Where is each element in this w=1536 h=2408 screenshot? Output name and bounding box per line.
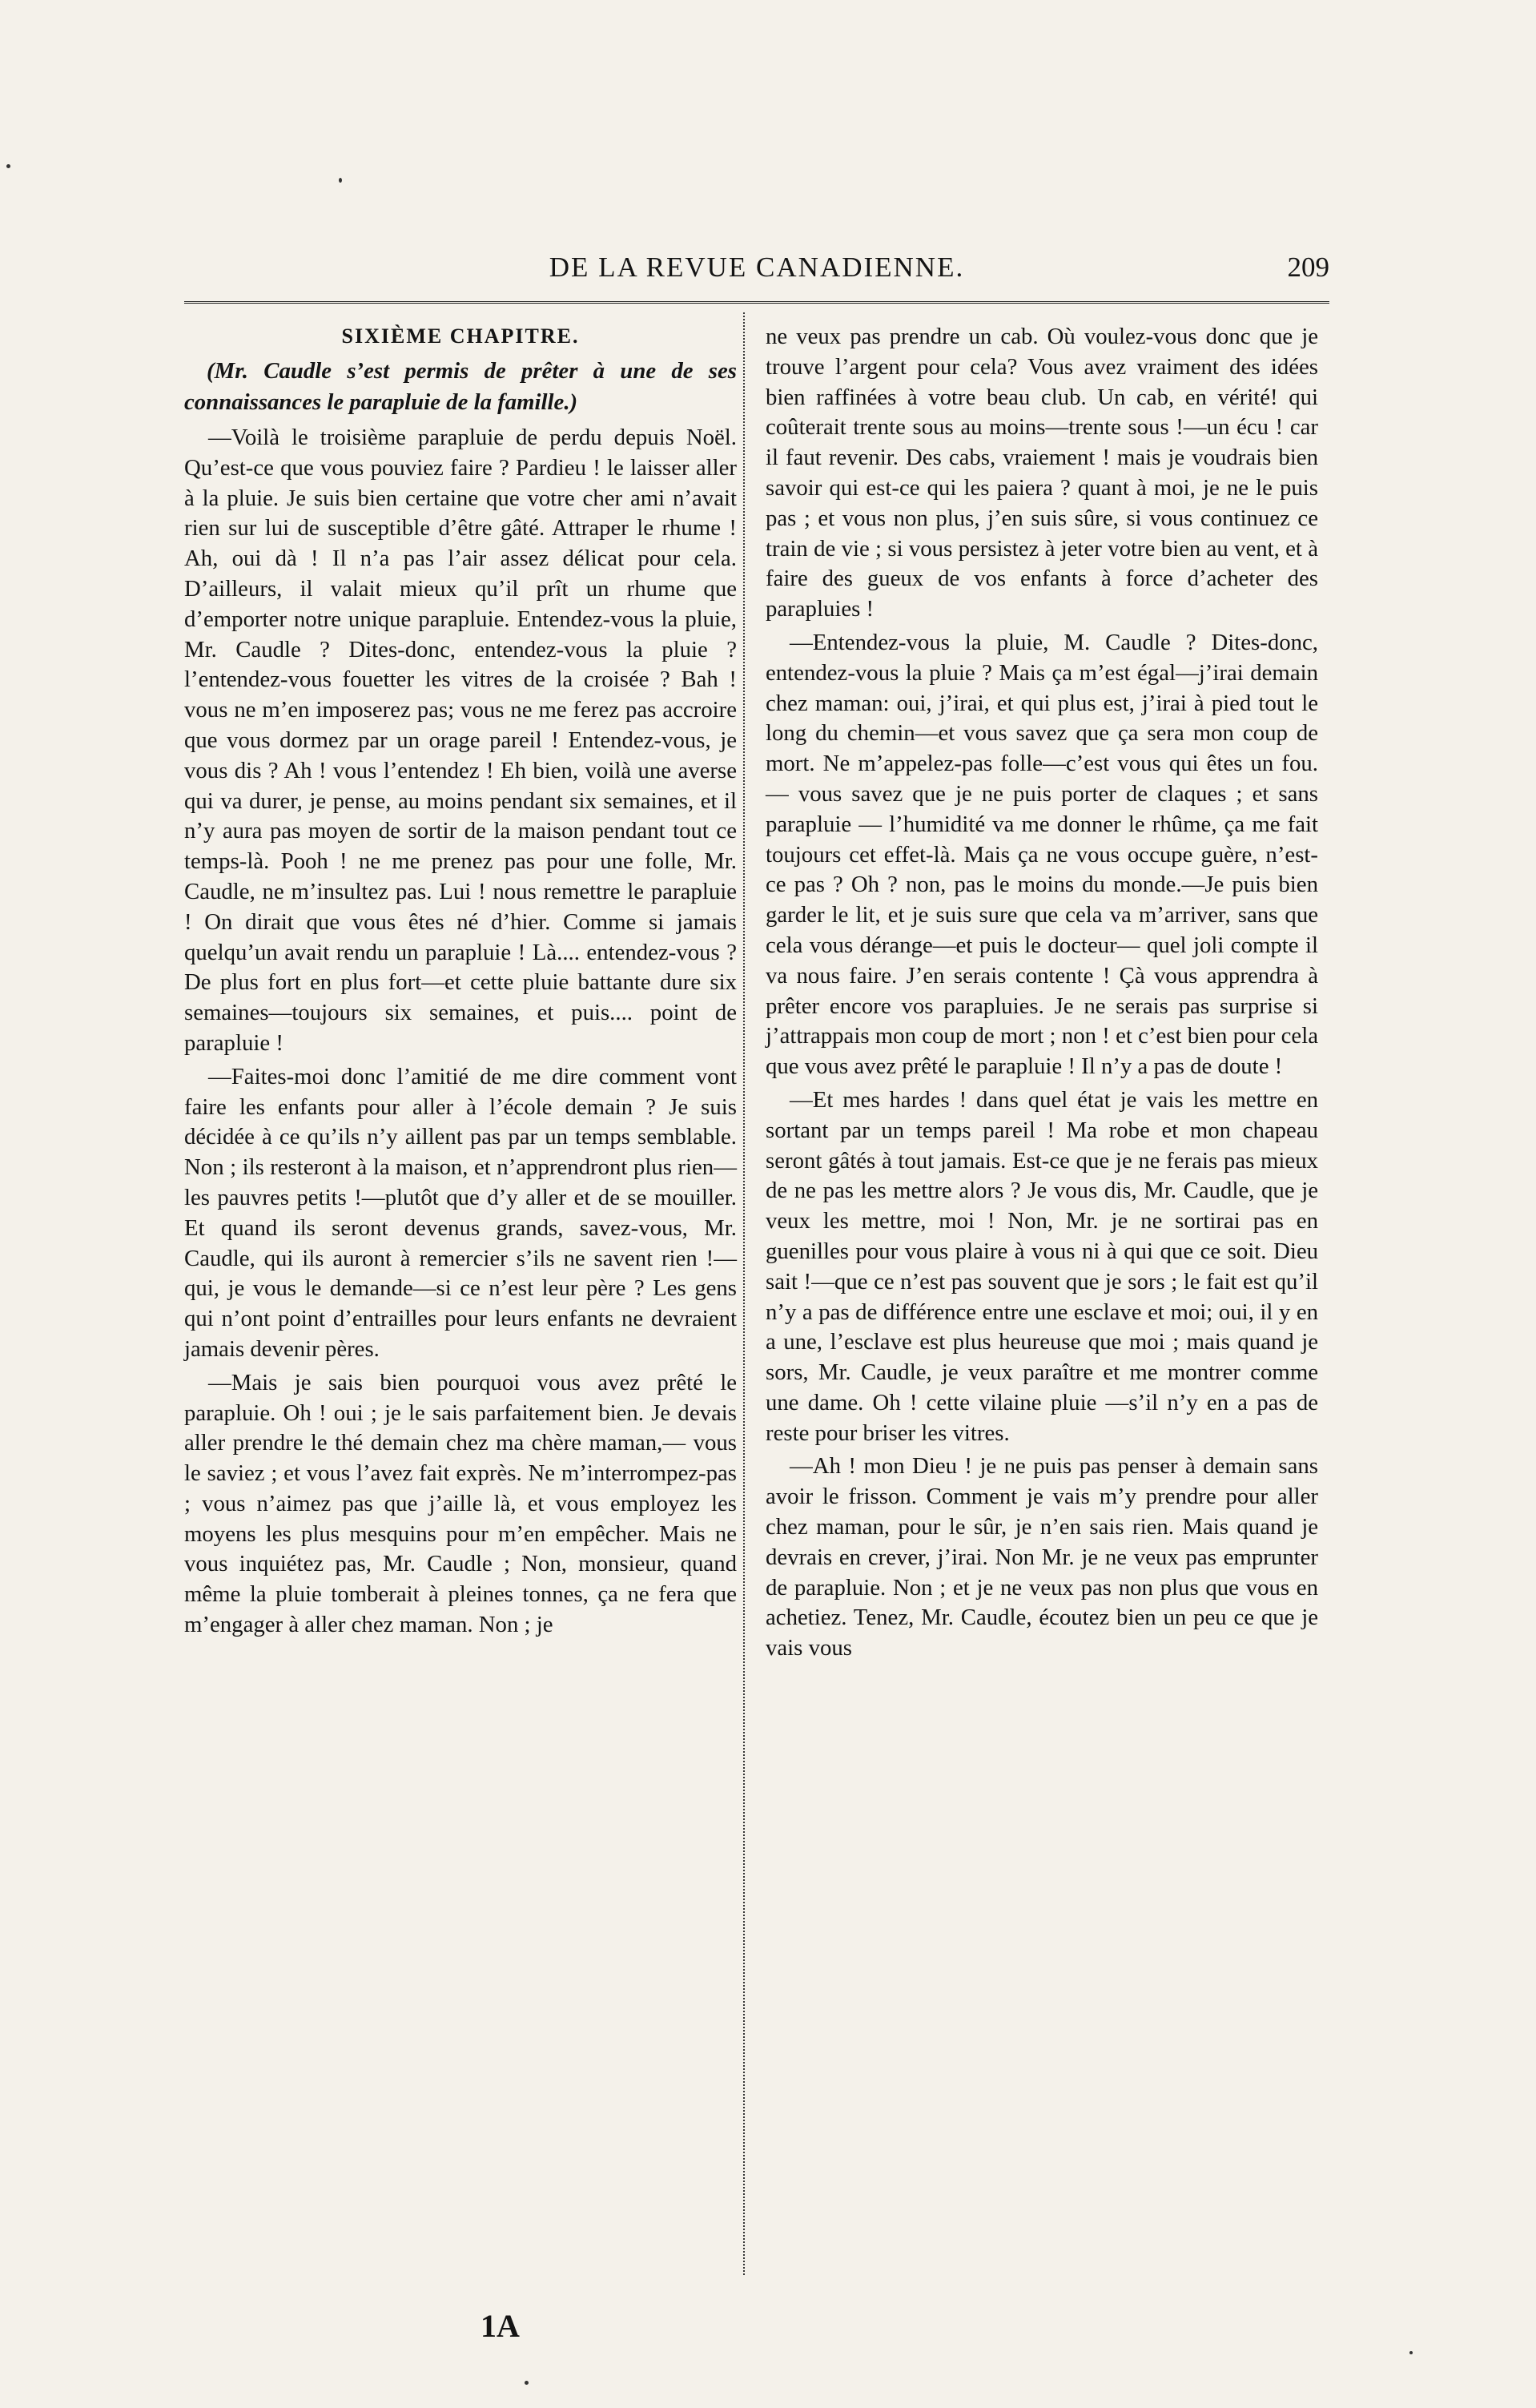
column-divider bbox=[743, 312, 745, 2275]
paragraph: —Faites-moi donc l’amitié de me dire comment vont faire les enfants pour aller à l’école demain ? Je suis décidée à ce qu’ils n’y aillent pas par un temps semblable. Non ; ils resteront à la maison, et n’apprendront plus rien—les pauvres petits !—plutôt que d’y aller et de se mouiller. Et quand ils seront devenus grands, savez-vous, Mr. Caudle, qui ils auront à remercier s’ils ne savent rien !— qui, je vous le demande—si ce n’est leur père ? Les gens qui n’ont point d’entrailles pour leurs enfants ne devraient jamais devenir pères. bbox=[184, 1063, 737, 1362]
paragraph-continuation: ne veux pas prendre un cab. Où voulez-vous donc que je trouve l’argent pour cela? Vous avez vraiment des idées bien raffinées à votre beau club. Un cab, en vérité! qui coûterait trente sous au moins—trente sous !—un écu ! car il faut revenir. Des cabs, vraiement ! mais je voudrais bien savoir qui est-ce qui les paiera ? quant à moi, je ne le puis pas ; et vous non plus, j’en suis sûre, si vous continuez ce train de vie ; si vous persistez à jeter votre bien au vent, et à faire des gueux de vos enfants à force d’acheter des parapluies ! bbox=[766, 324, 1318, 622]
chapter-summary: (Mr. Caudle s’est permis de prêter à une de ses connaissances le parapluie de la famille.) bbox=[184, 358, 737, 415]
paragraph: —Voilà le troisième parapluie de perdu depuis Noël. Qu’est-ce que vous pouviez faire ? Pardieu ! le laisser aller à la pluie. Je suis bien certaine que votre cher ami n’avait rien sur lui de susceptible d’être gâté. Attraper le rhume ! Ah, oui dà ! Il n’a pas l’air assez délicat pour cela. D’ailleurs, il valait mieux qu’il prît un rhume que d’emporter notre unique parapluie. Entendez-vous la pluie, Mr. Caudle ? Dites-donc, entendez-vous la pluie ? l’entendez-vous fouetter les vitres de la croisée ? Bah ! vous ne m’en imposerez pas; vous ne me ferez pas accroire que vous dormez par un orage pareil ! Entendez-vous, je vous dis ? Ah ! vous l’entendez ! Eh bien, voilà une averse qui va durer, je pense, au moins pendant six semaines, et il n’y aura pas moyen de sortir de la maison pendant tout ce temps-là. Pooh ! ne me prenez pas pour une folle, Mr. Caudle, ne m’insultez pas. Lui ! nous remettre le parapluie ! On dirait que vous êtes né d’hier. Comme si jamais quelqu’un avait rendu un parapluie ! Là.... entendez-vous ? De plus fort en plus fort—et cette pluie battante dure six semaines—toujours six semaines, et puis.... point de parapluie ! bbox=[184, 425, 737, 1056]
paragraph: —Et mes hardes ! dans quel état je vais les mettre en sortant par un temps pareil ! Ma robe et mon chapeau seront gâtés à tout jamais. Est-ce que je ne ferais pas mieux de ne pas les mettre alors ? Je vous dis, Mr. Caudle, que je veux les mettre, moi ! Non, Mr. je ne sortirai pas en guenilles pour vous plaire à vous ni à qui que ce soit. Dieu sait !—que ce n’est pas souvent que je sors ; le fait est qu’il n’y a pas de différence entre une esclave et moi; oui, il y en a une, l’esclave est plus heureuse que moi ; mais quand je sors, Mr. Caudle, je veux paraître et me montrer comme une dame. Oh ! cette vilaine pluie —s’il n’y en a pas de reste pour briser les vitres. bbox=[766, 1086, 1318, 1446]
signature-mark: 1A bbox=[481, 2308, 520, 2344]
chapter-title: SIXIÈME CHAPITRE. bbox=[341, 324, 580, 348]
ink-speck bbox=[525, 2381, 529, 2385]
paragraph: —Mais je sais bien pourquoi vous avez prêté le parapluie. Oh ! oui ; je le sais parfaitement bien. Je devais aller prendre le thé demain chez ma chère maman,— vous le saviez ; et vous l’avez fait exprès. Ne m’interrompez-pas ; vous n’aimez pas que j’aille là, et vous employez les moyens les plus mesquins pour m’en empêcher. Mais ne vous inquiétez pas, Mr. Caudle ; Non, monsieur, quand même la pluie tomberait à pleines tonnes, ça ne fera que m’engager à aller chez maman. Non ; je bbox=[184, 1369, 737, 1638]
paragraph: —Ah ! mon Dieu ! je ne puis pas penser à demain sans avoir le frisson. Comment je vais m’y prendre pour aller chez maman, pour le sûr, je n’en sais rien. Mais quand je devrais en crever, j’irai. Non Mr. je ne veux pas emprunter de parapluie. Non ; et je ne veux pas non plus que vous en achetiez. Tenez, Mr. Caudle, écoutez bien un peu ce que je vais vous bbox=[766, 1453, 1318, 1661]
ink-speck bbox=[339, 178, 342, 183]
running-title: DE LA REVUE CANADIENNE. bbox=[549, 252, 965, 283]
ink-speck bbox=[6, 164, 10, 168]
paragraph: —Entendez-vous la pluie, M. Caudle ? Dites-donc, entendez-vous la pluie ? Mais ça m’est égal—j’irai demain chez maman: oui, j’irai, et qui plus est, j’irai à pied tout le long du chemin—et vous savez que ça sera mon coup de mort. Ne m’appelez-pas folle—c’est vous qui êtes un fou.— vous savez que je ne puis porter de claques ; et sans parapluie — l’humidité va me donner le rhûme, ça me fait toujours cet effet-là. Mais ça ne vous occupe guère, n’est-ce pas ? Oh ? non, pas le moins du monde.—Je puis bien garder le lit, et je suis sure que cela va m’arriver, sans que cela vous dérange—et puis le docteur— quel joli compte il va nous faire. J’en serais contente ! Çà vous apprendra à prêter encore vos parapluies. Je ne serais pas surprise si j’attrappais mon coup de mort ; non ! et c’est bien pour cela que vous avez prêté le parapluie ! Il n’y a pas de doute ! bbox=[766, 629, 1318, 1080]
running-header bbox=[184, 248, 1329, 296]
left-column bbox=[184, 322, 737, 1644]
header-rule bbox=[184, 301, 1329, 312]
page-number: 209 bbox=[1287, 252, 1329, 283]
ink-speck bbox=[1409, 2351, 1413, 2354]
right-column bbox=[766, 322, 1318, 1667]
